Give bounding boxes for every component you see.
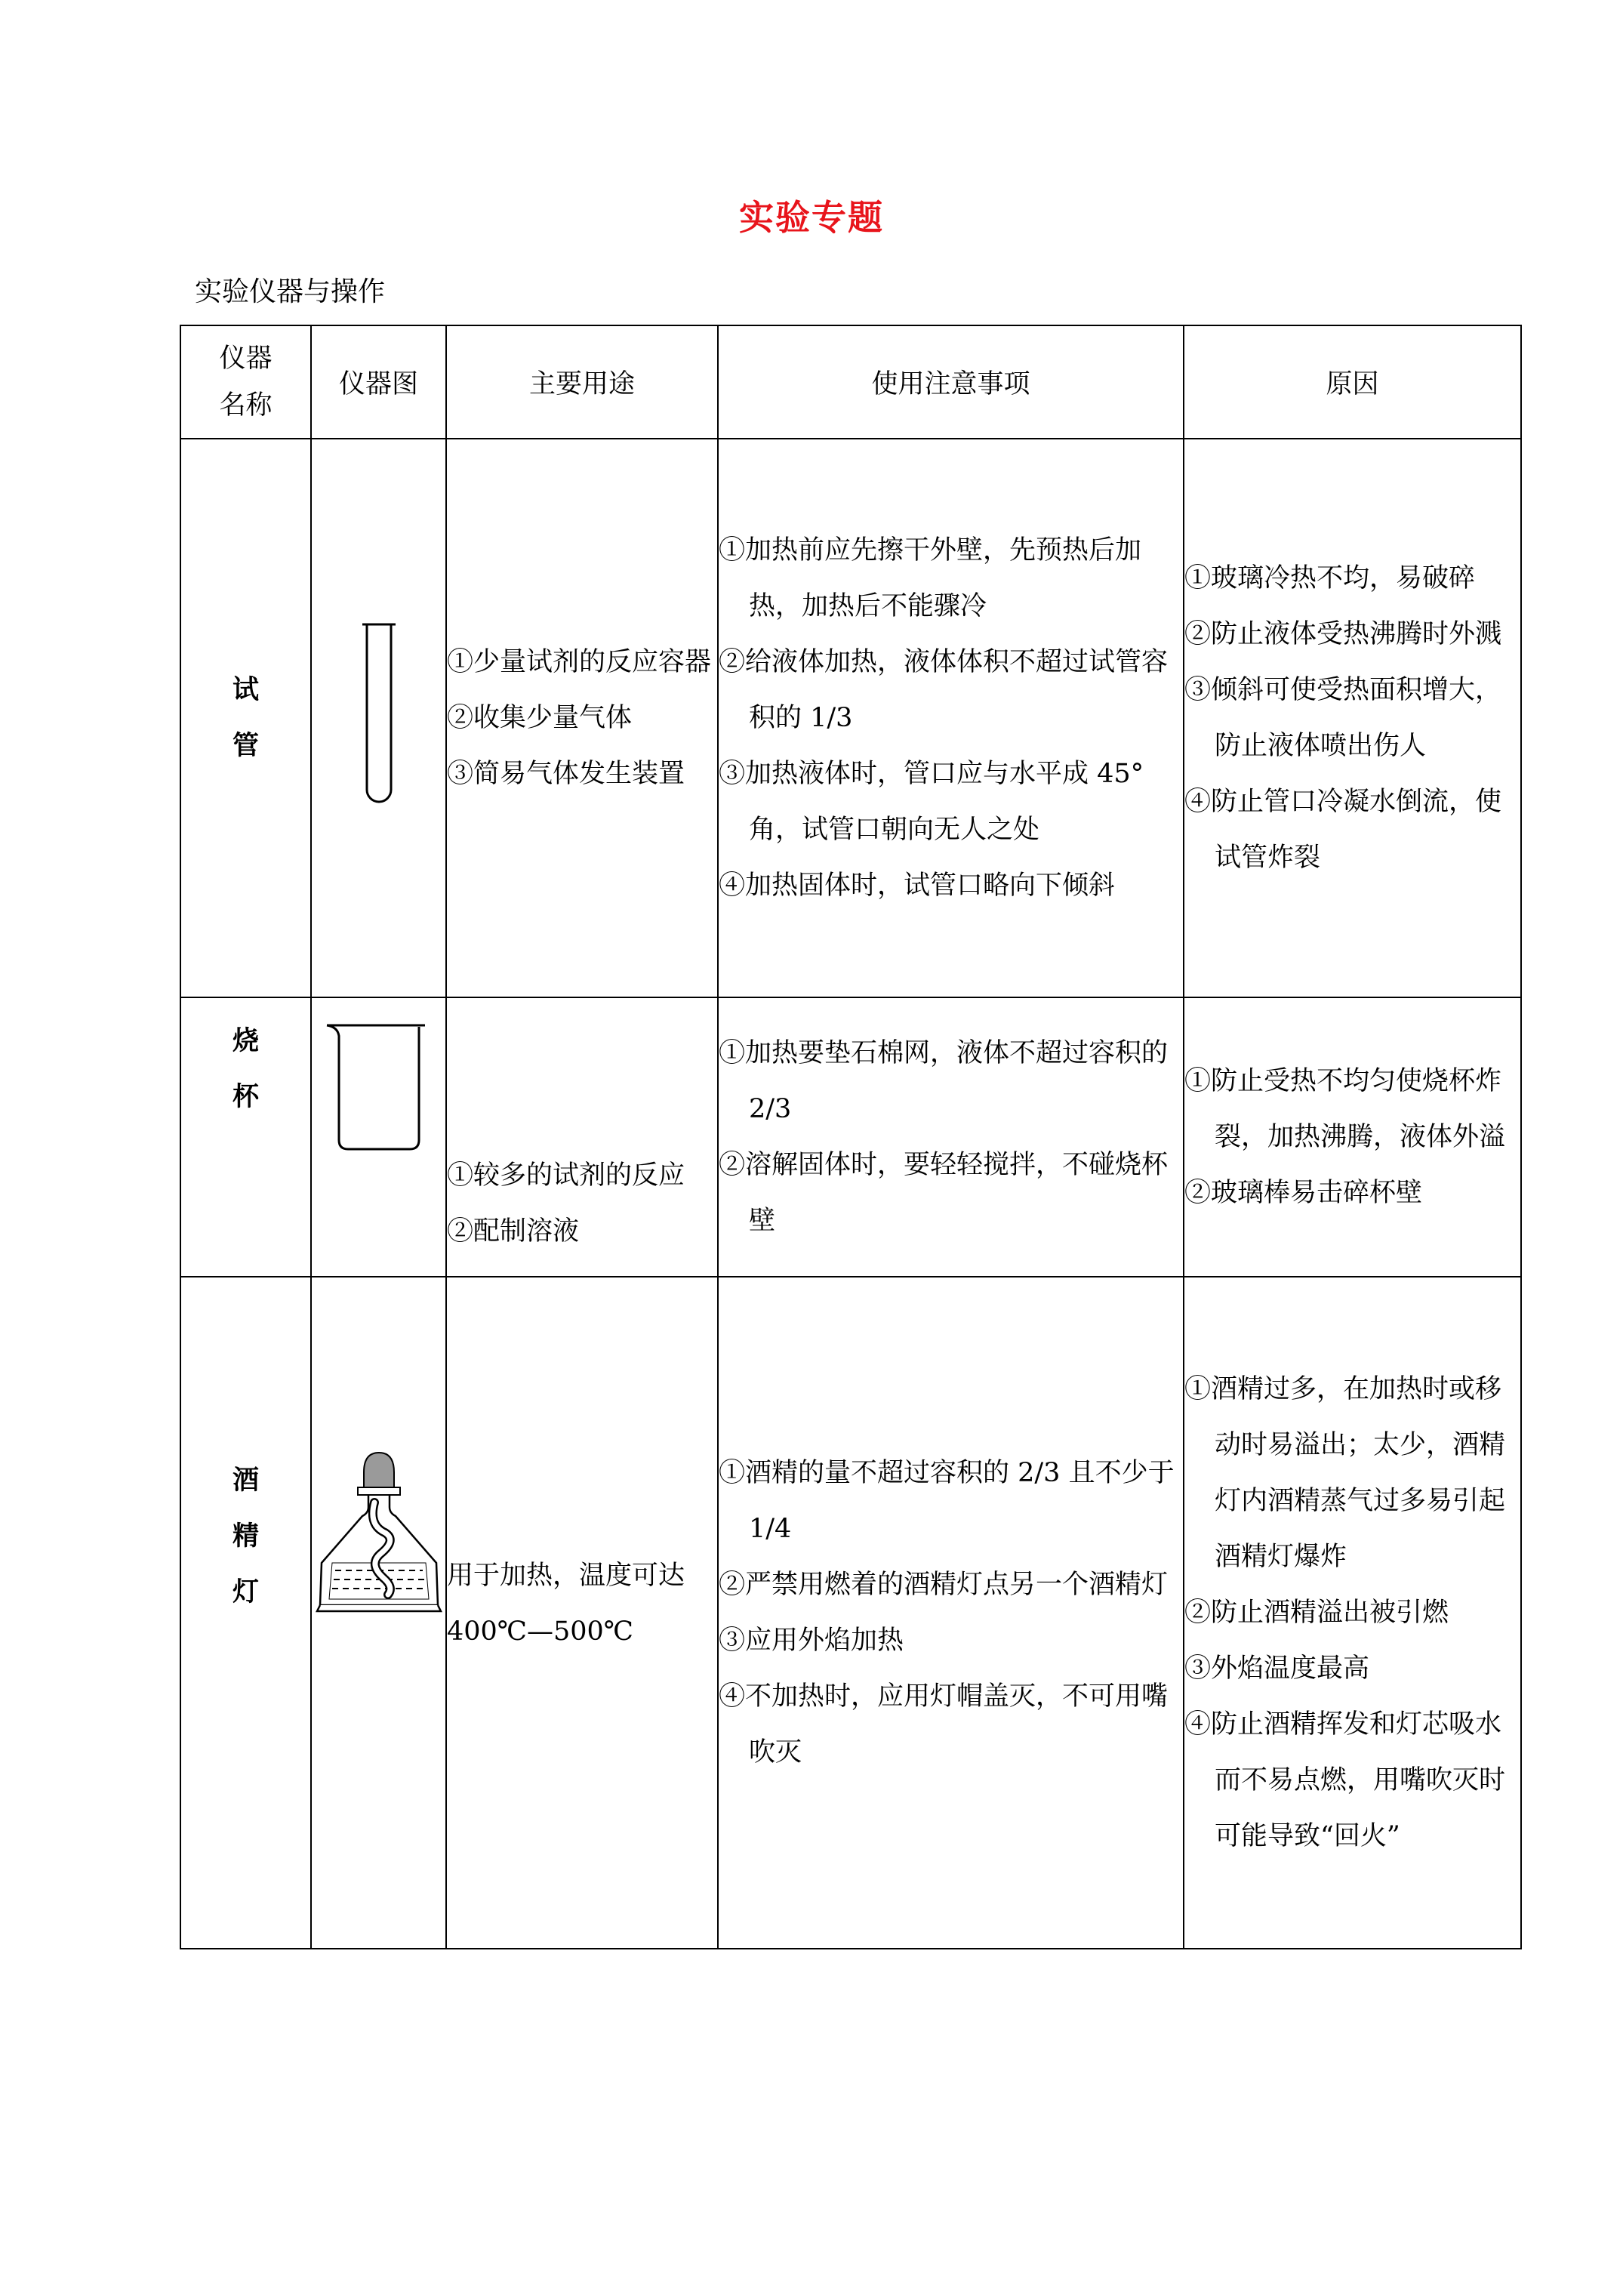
instrument-name: 试 管 — [180, 439, 311, 997]
use-item: ②配制溶液 — [447, 1216, 580, 1247]
note-item: ④不加热时，应用灯帽盖灭，不可用嘴吹灭 — [719, 1681, 1169, 1767]
reason-item: ③倾斜可使受热面积增大，防止液体喷出伤人 — [1184, 675, 1502, 761]
reason-item: ②防止酒精溢出被引燃 — [1184, 1598, 1449, 1628]
note-item: ②给液体加热，液体体积不超过试管容积的 1/3 — [719, 647, 1169, 733]
instrument-name: 烧 杯 — [180, 997, 311, 1277]
instrument-image-cell — [311, 1277, 446, 1949]
reasons-cell — [1184, 1277, 1521, 1949]
section-subtitle: 实验仪器与操作 — [195, 276, 386, 307]
beaker-icon — [322, 1019, 436, 1155]
note-item: ④加热固体时，试管口略向下倾斜 — [719, 871, 1116, 901]
instrument-name: 酒 精 灯 — [180, 1277, 311, 1949]
uses-cell — [446, 1277, 718, 1949]
reason-item: ①防止受热不均匀使烧杯炸裂，加热沸腾，液体外溢 — [1184, 1066, 1506, 1152]
header-name: 仪器 名称 — [180, 325, 311, 439]
page-title: 实验专题 — [739, 197, 884, 238]
note-item: ③加热液体时，管口应与水平成 45°角，试管口朝向无人之处 — [719, 759, 1144, 845]
reasons-cell — [1184, 439, 1521, 997]
table-row — [180, 997, 1521, 1277]
note-item: ①酒精的量不超过容积的 2/3 且不少于 1/4 — [719, 1458, 1175, 1544]
table-row — [180, 439, 1521, 997]
use-item: ②收集少量气体 — [447, 703, 633, 733]
reason-item: ②玻璃棒易击碎杯壁 — [1184, 1178, 1423, 1208]
use-item: ③简易气体发生装置 — [447, 759, 685, 789]
reason-item: ③外焰温度最高 — [1184, 1653, 1370, 1684]
note-item: ②严禁用燃着的酒精灯点另一个酒精灯 — [719, 1570, 1169, 1600]
alcohol-lamp-icon — [316, 1450, 442, 1623]
header-notes: 使用注意事项 — [718, 325, 1184, 439]
instrument-image-cell — [311, 997, 446, 1277]
instrument-image-cell — [311, 439, 446, 997]
header-uses: 主要用途 — [446, 325, 718, 439]
test-tube-icon — [356, 620, 402, 816]
note-item: ①加热要垫石棉网，液体不超过容积的 2/3 — [719, 1038, 1169, 1124]
reasons-cell — [1184, 997, 1521, 1277]
use-item: 400℃—500℃ — [447, 1616, 633, 1647]
notes-cell — [718, 997, 1184, 1277]
header-reasons: 原因 — [1184, 325, 1521, 439]
reason-item: ①玻璃冷热不均，易破碎 — [1184, 563, 1476, 593]
table-header-row — [180, 325, 1521, 439]
header-image: 仪器图 — [311, 325, 446, 439]
reason-item: ①酒精过多，在加热时或移动时易溢出；太少，酒精灯内酒精蒸气过多易引起酒精灯爆炸 — [1184, 1374, 1506, 1572]
instrument-table — [180, 325, 1522, 1949]
reason-item: ②防止液体受热沸腾时外溅 — [1184, 619, 1502, 649]
use-item: ①较多的试剂的反应 — [447, 1160, 685, 1191]
use-item: ①少量试剂的反应容器 — [447, 647, 712, 677]
uses-cell — [446, 439, 718, 997]
table-row — [180, 1277, 1521, 1949]
notes-cell — [718, 439, 1184, 997]
reason-item: ④防止酒精挥发和灯芯吸水而不易点燃，用嘴吹灭时可能导致“回火” — [1184, 1709, 1506, 1851]
note-item: ①加热前应先擦干外壁，先预热后加热，加热后不能骤冷 — [719, 535, 1142, 621]
note-item: ③应用外焰加热 — [719, 1626, 904, 1656]
notes-cell — [718, 1277, 1184, 1949]
note-item: ②溶解固体时，要轻轻搅拌，不碰烧杯壁 — [719, 1150, 1169, 1236]
reason-item: ④防止管口冷凝水倒流，使试管炸裂 — [1184, 787, 1502, 873]
use-item: 用于加热，温度可达 — [447, 1561, 685, 1591]
uses-cell — [446, 997, 718, 1277]
